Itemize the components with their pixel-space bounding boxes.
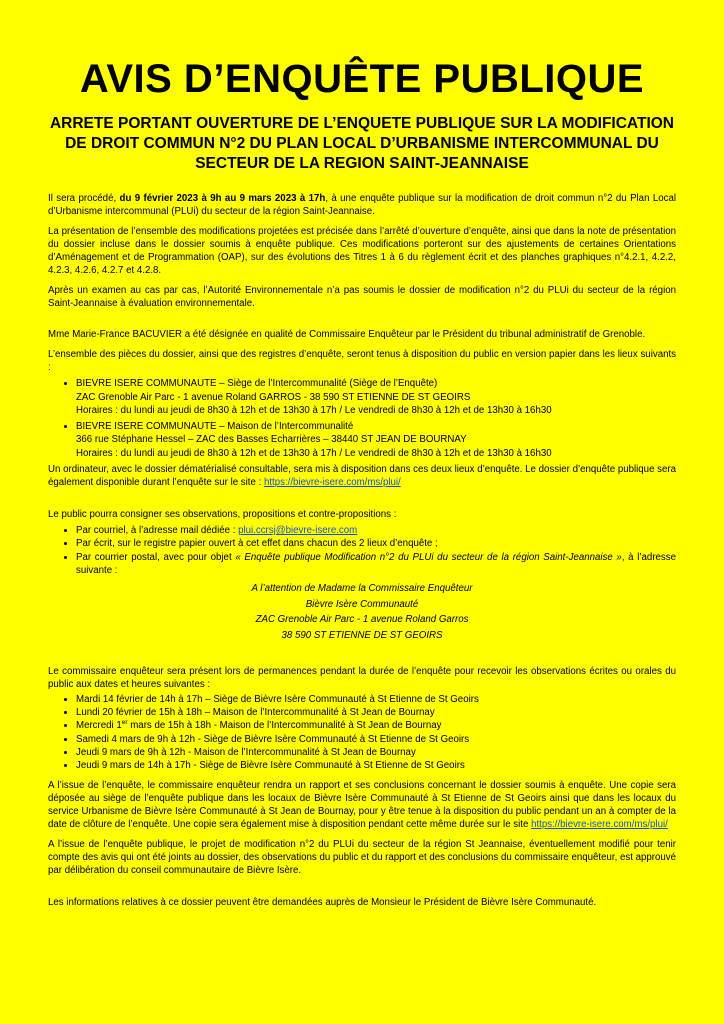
- autorite-paragraph: Après un examen au cas par cas, l’Autorité Environnementale n’a pas soumis le dossier de modification n°2 du PLUi du secteur de la région Saint-Jeannaise à évaluation environnementale.: [48, 284, 676, 310]
- list-item: • Lundi 20 février de 15h à 18h – Maison de l’Intercommunalité à St Jean de Bournay: [76, 706, 676, 719]
- postal-address: A l’attention de Madame la Commissaire Enquêteur Bièvre Isère Communauté ZAC Grenoble Air Parc - 1 avenue Roland Garros 38 590 ST ETIENNE DE ST GEOIRS: [251, 583, 473, 641]
- list-item: • BIEVRE ISERE COMMUNAUTE – Siège de l’Intercommunalité (Siège de l’Enquête) ZAC Grenoble Air Parc - 1 avenue Roland GARROS - 38 590 ST ETIENNE DE ST GEOIRS Horaires : du lundi au jeudi de 8h30 à 12h et de 13h30 à 17h / Le vendredi de 8h30 à 12h et de 13h30 à 16h30: [76, 377, 676, 417]
- infos-paragraph: Les informations relatives à ce dossier peuvent être demandées auprès de Monsieur le Président de Bièvre Isère Communauté.: [48, 896, 597, 908]
- intro-paragraph: [48, 192, 676, 219]
- issue-paragraph: A l’issue de l’enquête, le commissaire enquêteur rendra un rapport et ses conclusions concernant le dossier soumis à enquête. Une copie sera déposée au siège de l’enquête publique dans les locaux de Bièvre Isère Communauté à St Etienne de St Geoirs ainsi que dans les locaux du service Urbanisme de Bièvre Isère Communauté à St Jean de Bournay, pour y être tenue à la disposition du public pendant un an à compter de la date de clôture de l’enquête. Une copie sera également mise à disposition pendant cette même durée sur le site https://bievre-isere.com/ms/plui/: [48, 779, 676, 831]
- list-item: • Par courrier postal, avec pour objet « Enquête publique Modification n°2 du PLUi du secteur de la région Saint-Jeannaise », à l’adresse suivante :: [76, 551, 676, 578]
- moyens-list: [48, 524, 676, 577]
- ordinateur-paragraph: Un ordinateur, avec le dossier dématérialisé consultable, sera mis à disposition dans ces deux lieux d’enquête. Le dossier d’enquête publique sera également disponible durant l’enquête sur le site : https://bievre-isere.com/ms/plui/: [48, 464, 676, 489]
- list-item: • Jeudi 9 mars de 14h à 17h - Siège de Bièvre Isère Communauté à St Etienne de St Geoirs: [76, 759, 676, 772]
- permanences-paragraph: Le commissaire enquêteur sera présent lors de permanences pendant la durée de l’enquête pour recevoir les observations écrites ou orales du public aux dates et heures suivantes :: [48, 666, 676, 691]
- approbation-paragraph: A l’issue de l’enquête publique, le projet de modification n°2 du PLUi du secteur de la région St Jeannaise, éventuellement modifié pour tenir compte des avis qui ont été joints au dossier, des observations du public et du rapport et des conclusions du commissaire enquêteur, est approuvé par délibération du conseil communautaire de Bièvre Isère.: [48, 838, 676, 877]
- intro-post: , à une enquête publique sur la modification de droit commun n°2 du Plan Local d’Urbanisme intercommunal (PLUi) du secteur de la région Saint-Jeannaise.: [48, 193, 676, 218]
- lieux-list: [48, 377, 676, 460]
- commissaire-paragraph: Mme Marie-France BACUVIER a été désignée en qualité de Commissaire Enquêteur par le Président du tribunal administratif de Grenoble.: [48, 329, 646, 341]
- pieces-paragraph: L’ensemble des pièces du dossier, ainsi que des registres d’enquête, seront tenus à disposition du public en version papier dans les lieux suivants :: [48, 348, 676, 373]
- list-item: • BIEVRE ISERE COMMUNAUTE – Maison de l’Intercommunalité 366 rue Stéphane Hessel – ZAC des Basses Echarrières – 38440 ST JEAN DE BOURNAY Horaires : du lundi au jeudi de 8h30 à 12h et de 13h30 à 17h / Le vendredi de 8h30 à 12h et de 13h30 à 16h30: [76, 420, 676, 460]
- list-item: • Mercredi 1er mars de 15h à 18h - Maison de l’Intercommunalité à St Jean de Bournay: [76, 719, 676, 732]
- notice-subtitle: ARRETE PORTANT OUVERTURE DE L’ENQUETE PUBLIQUE SUR LA MODIFICATION DE DROIT COMMUN N°2 DU PLAN LOCAL D’URBANISME INTERCOMMUNAL DU SECTEUR DE LA REGION SAINT-JEANNAISE: [49, 115, 675, 172]
- list-item: • Samedi 4 mars de 9h à 12h - Siège de Bièvre Isère Communauté à St Etienne de St Geoirs: [76, 733, 676, 746]
- presentation-paragraph: La présentation de l’ensemble des modifications projetées est précisée dans l’arrêté d’ouverture d’enquête, ainsi que dans la note de présentation du dossier incluse dans le dossier soumis à enquête publique. Ces modifications porteront sur des ajustements de certaines Orientations d’Aménagement et de Programmation (OAP), sur des évolutions des Titres 1 à 6 du règlement écrit et des planches graphiques n°4.2.1, 4.2.2, 4.2.3, 4.2.6, 4.2.7 et 4.2.8.: [48, 225, 676, 277]
- plui-link[interactable]: https://bievre-isere.com/ms/plui/: [263, 477, 401, 489]
- intro-pre: Il sera procédé,: [48, 193, 120, 204]
- list-item: • Par écrit, sur le registre papier ouvert à cet effet dans chacun des 2 lieux d’enquête ;: [76, 537, 676, 550]
- email-link[interactable]: plui.ccrsj@bievre-isere.com: [238, 524, 358, 536]
- intro-dates: du 9 février 2023 à 9h au 9 mars 2023 à 17h: [119, 193, 326, 204]
- public-paragraph: Le public pourra consigner ses observations, propositions et contre-propositions :: [48, 508, 397, 520]
- permanences-list: [48, 693, 676, 773]
- list-item: • Mardi 14 février de 14h à 17h – Siège de Bièvre Isère Communauté à St Etienne de St Geoirs: [76, 693, 676, 706]
- plui-link-2[interactable]: https://bievre-isere.com/ms/plui/: [531, 819, 668, 831]
- notice-title: AVIS D’ENQUÊTE PUBLIQUE: [79, 57, 645, 101]
- list-item: • Par courriel, à l’adresse mail dédiée : plui.ccrsj@bievre-isere.com: [76, 524, 676, 537]
- list-item: • Jeudi 9 mars de 9h à 12h - Maison de l’Intercommunalité à St Jean de Bournay: [76, 746, 676, 759]
